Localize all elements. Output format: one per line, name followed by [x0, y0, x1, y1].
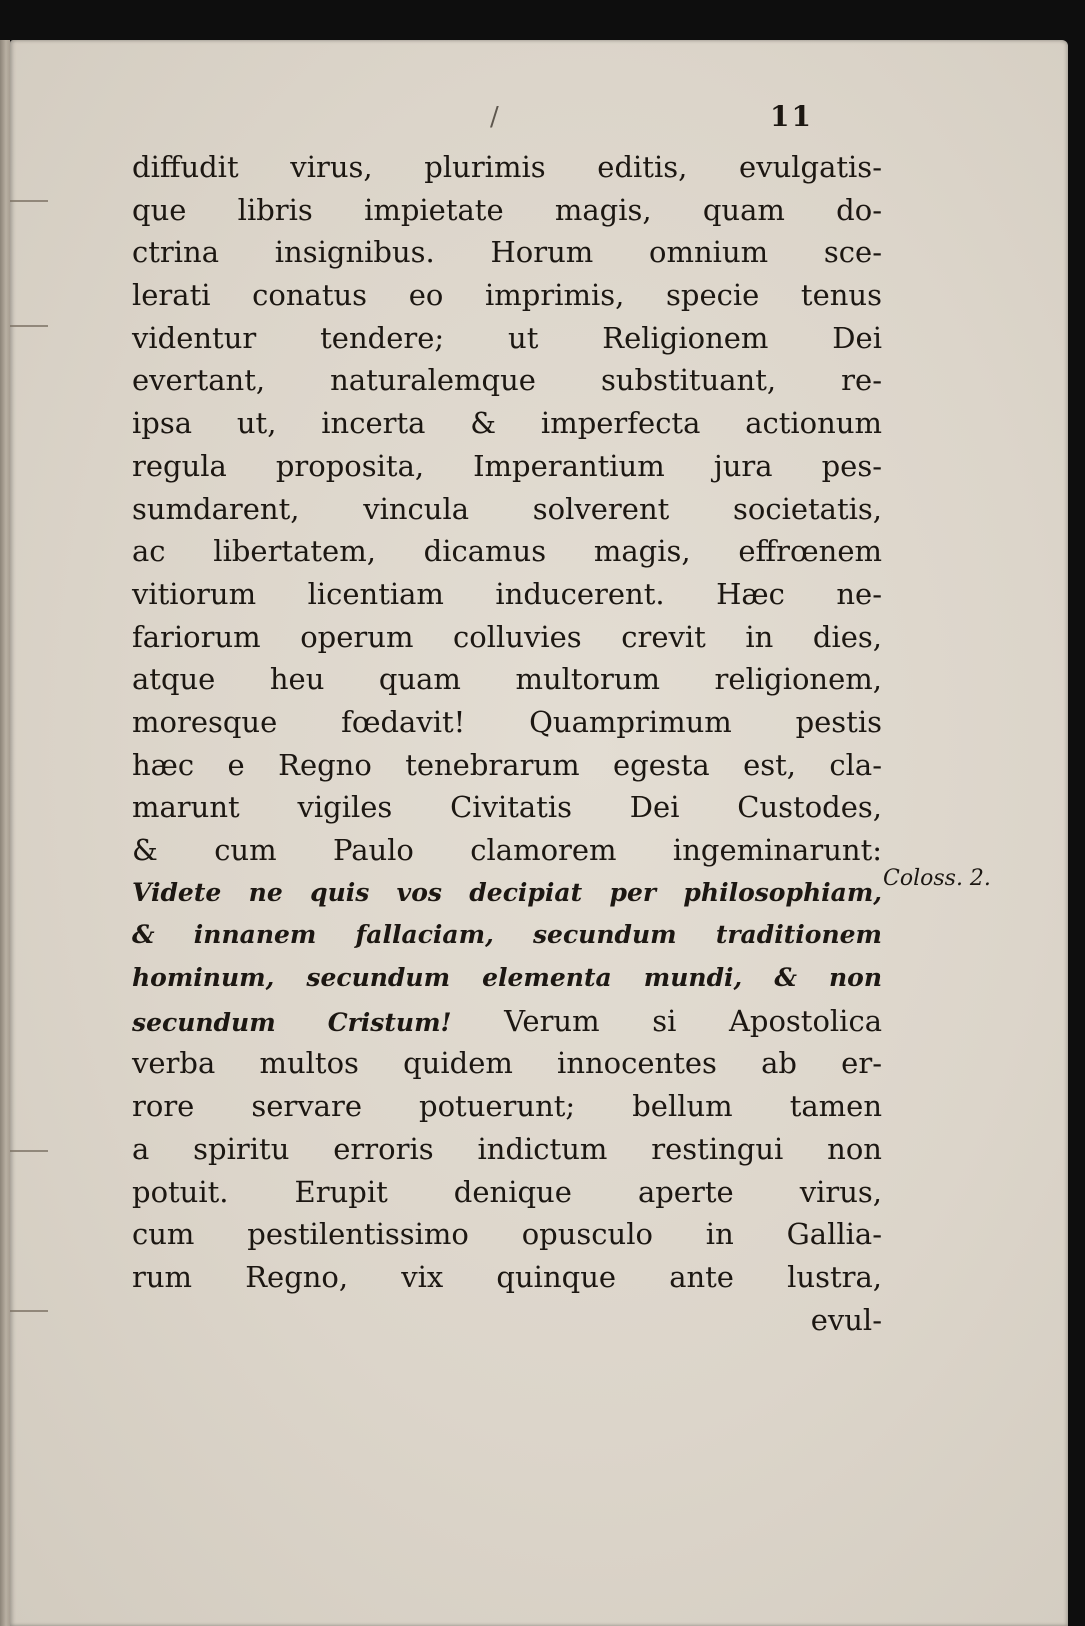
text-line: ipsa ut, incerta & imperfecta actionum — [132, 406, 882, 441]
text-line: rum Regno, vix quinque ante lustra, — [132, 1259, 882, 1294]
text-line: diffudit virus, plurimis editis, evulgatis- — [132, 150, 882, 184]
text-resume: Verum si Apostolica — [504, 1003, 882, 1038]
previous-page-edge — [0, 40, 10, 1626]
text-line: atque heu quam multorum religionem, — [132, 662, 882, 697]
text-line: ac libertatem, dicamus magis, effrœnem — [132, 534, 882, 569]
text-line: lerati conatus eo imprimis, specie tenus — [132, 278, 882, 313]
margin-note: Coloss. 2. — [883, 866, 991, 891]
scripture-quote-line: Videte ne quis vos decipiat per philosophiam, — [132, 877, 882, 907]
text-line: regula proposita, Imperantium jura pes- — [132, 448, 882, 483]
scripture-quote-line: hominum, secundum elementa mundi, & non — [132, 963, 882, 993]
binding-stitch — [10, 1150, 48, 1152]
text-line: rore servare potuerunt; bellum tamen — [132, 1089, 882, 1124]
binding-stitch — [10, 200, 48, 202]
binding-stitch — [10, 1310, 48, 1312]
page-number: 11 — [770, 100, 813, 133]
top-mark: / — [490, 102, 499, 132]
text-line: evertant, naturalemque substituant, re- — [132, 363, 882, 398]
text-line: moresque fœdavit! Quamprimum pestis — [132, 704, 882, 739]
text-line: & cum Paulo clamorem ingeminarunt: — [132, 833, 882, 867]
text-line: potuit. Erupit denique aperte virus, — [132, 1174, 882, 1209]
text-line: verba multos quidem innocentes ab er- — [132, 1046, 882, 1081]
text-line: marunt vigiles Civitatis Dei Custodes, — [132, 790, 882, 825]
text-line: vitiorum licentiam inducerent. Hæc ne- — [132, 576, 882, 611]
text-line: hæc e Regno tenebrarum egesta est, cla- — [132, 747, 882, 782]
text-line: fariorum operum colluvies crevit in dies, — [132, 619, 882, 654]
text-line: sumdarent, vincula solverent societatis, — [132, 491, 882, 526]
text-line: cum pestilentissimo opusculo in Gallia- — [132, 1217, 882, 1252]
binding-stitch — [10, 325, 48, 327]
catchword: evul- — [810, 1302, 882, 1337]
text-line: a spiritu erroris indictum restingui non — [132, 1131, 882, 1166]
text-line: videntur tendere; ut Religionem Dei — [132, 320, 882, 355]
text-line: ctrina insignibus. Horum omnium sce- — [132, 235, 882, 270]
scripture-quote-end: secundum Cristum! — [132, 1007, 452, 1037]
body-text — [132, 146, 882, 1341]
text-line: que libris impietate magis, quam do- — [132, 192, 882, 227]
mixed-text-line — [132, 1000, 882, 1043]
scripture-quote-line: & innanem fallaciam, secundum traditionem — [132, 920, 882, 950]
book-page — [10, 40, 1068, 1626]
